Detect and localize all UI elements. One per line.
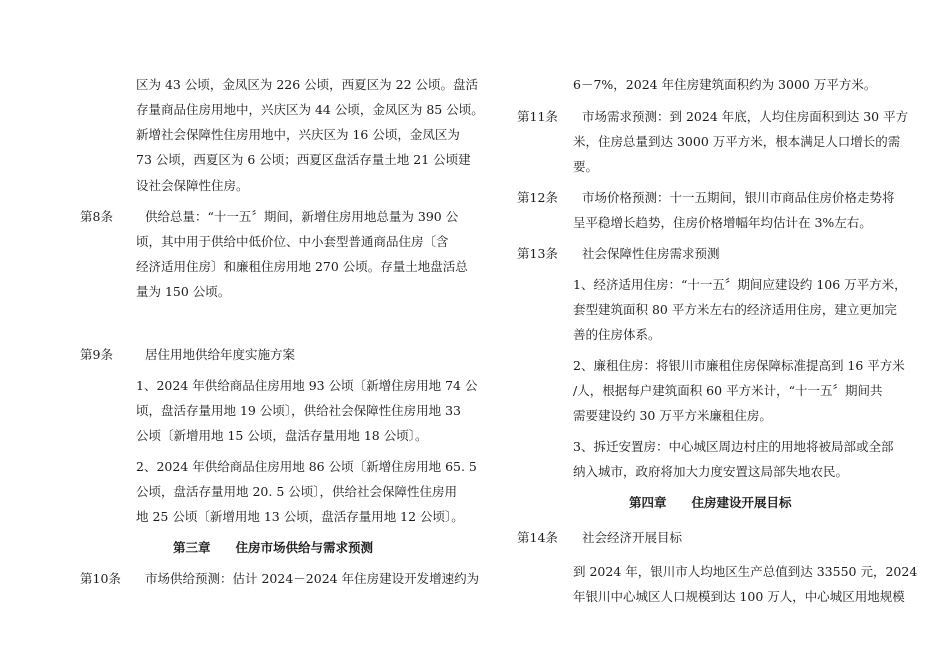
article-14-title: 社会经济开展目标 [582, 530, 683, 545]
article-9-p1-line-3: 公顷〔新增用地 15 公顷，盘活存量用地 18 公顷〕。 [136, 428, 428, 443]
article-8-line-3: 经济适用住房〕和廉租住房用地 270 公顷。存量土地盘活总 [136, 259, 468, 274]
article-13-p3-line-2: 纳入城市，政府将加大力度安置这局部失地农民。 [573, 464, 849, 479]
article-9-p2-line-3: 地 25 公顷〔新增用地 13 公顷，盘活存量用地 12 公顷〕。 [136, 509, 464, 524]
article-8-line-2: 顷，其中用于供给中低价位、中小套型普通商品住房〔含 [136, 234, 449, 249]
article-13-p2-line-2: /人，根据每户建筑面积 60 平方米计，“十一五〞期间共 [573, 383, 883, 398]
article-11-number: 第11条 [517, 109, 558, 124]
article-12-number: 第12条 [517, 190, 558, 205]
article-12-line-2: 呈平稳增长趋势，住房价格增幅年均估计在 3%左右。 [573, 215, 872, 230]
intro-line-3: 新增社会保障性住房用地中，兴庆区为 16 公顷，金凤区为 [136, 127, 460, 142]
chapter-4-heading: 第四章 住房建设开展目标 [629, 495, 792, 510]
article-11-line-2: 米，住房总量到达 3000 万平方米，根本满足人口增长的需 [573, 134, 901, 149]
article-14-line-2: 年银川中心城区人口规模到达 100 万人，中心城区用地规模 [573, 589, 905, 604]
intro-line-4: 73 公顷，西夏区为 6 公顷；西夏区盘活存量土地 21 公顷建 [136, 152, 471, 167]
article-13-number: 第13条 [517, 246, 558, 261]
article-13-p1-line-2: 套型建筑面积 80 平方米左右的经济适用住房，建立更加完 [573, 302, 897, 317]
article-9-p2-line-1: 2、2024 年供给商品住房用地 86 公顷〔新增住房用地 65. 5 [136, 459, 477, 474]
article-11-line-3: 要。 [573, 159, 599, 174]
article-13-p1-line-3: 善的住房体系。 [573, 327, 661, 342]
article-14-number: 第14条 [517, 530, 558, 545]
article-9-title: 居住用地供给年度实施方案 [145, 347, 296, 362]
intro-line-2: 存量商品住房用地中，兴庆区为 44 公顷，金凤区为 85 公顷。 [136, 102, 484, 117]
intro-line-5: 设社会保障性住房。 [136, 178, 249, 193]
article-9-p1-line-1: 1、2024 年供给商品住房用地 93 公顷〔新增住房用地 74 公 [136, 378, 478, 393]
article-13-title: 社会保障性住房需求预测 [582, 246, 720, 261]
article-8-line-1: 供给总量：“十一五〞期间，新增住房用地总量为 390 公 [145, 209, 459, 224]
article-11-line-1: 市场需求预测：到 2024 年底，人均住房面积到达 30 平方 [582, 109, 909, 124]
article-12-line-1: 市场价格预测：十一五期间，银川市商品住房价格走势将 [582, 190, 895, 205]
chapter-3-heading: 第三章 住房市场供给与需求预测 [173, 540, 374, 555]
article-9-p2-line-2: 公顷，盘活存量用地 20. 5 公顷〕，供给社会保障性住房用 [136, 484, 458, 499]
article-13-p3-line-1: 3、拆迁安置房：中心城区周边村庄的用地将被局部或全部 [573, 439, 894, 454]
article-13-p2-line-3: 需要建设约 30 万平方米廉租住房。 [573, 408, 772, 423]
article-8-number: 第8条 [80, 209, 113, 224]
article-10-line-1: 市场供给预测：估计 2024－2024 年住房建设开发增速约为 [145, 571, 480, 586]
right-top-line: 6－7%，2024 年住房建筑面积约为 3000 万平方米。 [573, 77, 877, 92]
article-10-number: 第10条 [80, 571, 121, 586]
article-13-p1-line-1: 1、经济适用住房：“十一五〞期间应建设约 106 万平方米， [573, 277, 907, 292]
article-9-p1-line-2: 顷，盘活存量用地 19 公顷〕，供给社会保障性住房用地 33 [136, 403, 461, 418]
intro-line-1: 区为 43 公顷，金凤区为 226 公顷，西夏区为 22 公顷。盘活 [136, 77, 479, 92]
article-13-p2-line-1: 2、廉租住房：将银川市廉租住房保障标准提高到 16 平方米 [573, 358, 905, 373]
article-9-number: 第9条 [80, 347, 113, 362]
article-14-line-1: 到 2024 年，银川市人均地区生产总值到达 33550 元，2024 [573, 564, 918, 579]
article-8-line-4: 量为 150 公顷。 [136, 284, 231, 299]
